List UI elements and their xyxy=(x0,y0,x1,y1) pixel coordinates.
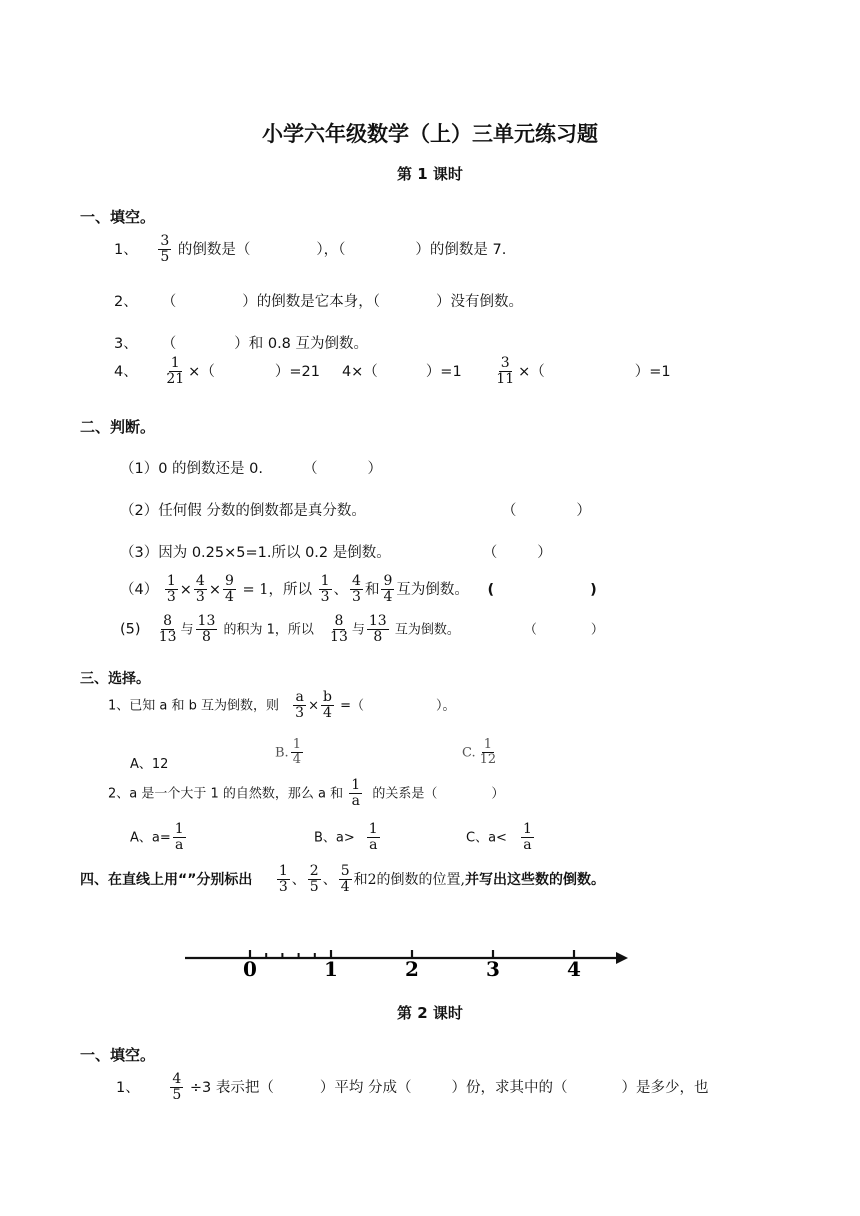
choice-q1-option-c: C. $\frac{1}{12}$ xyxy=(462,737,497,768)
fill-q4: 4、 $\frac{1}{21}$ ×（ ）=21 4×（ ）=1 $\frac{3}{11}$ ×（ ）=1 xyxy=(114,355,671,388)
lesson-1-heading: 第 1 课时 xyxy=(397,165,463,183)
lesson-2-heading: 第 2 课时 xyxy=(397,1004,463,1022)
judge-3: （3）因为 0.25×5=1.所以 0.2 是倒数。 （ ） xyxy=(120,545,552,561)
tick-label: 2 xyxy=(405,957,419,981)
fill-q2: 2、 （ ）的倒数是它本身，（ ）没有倒数。 xyxy=(114,294,523,310)
tick-label: 0 xyxy=(243,957,257,981)
section-2-heading: 二、判断。 xyxy=(80,418,156,436)
section-4-heading: 四、在直线上用“”分别标出 $\frac{1}{3}$ 、 $\frac{2}{5}$ 、 $\frac{5}{4}$ 和2的倒数的位置,并写出这些数的倒数。 xyxy=(80,863,605,896)
lesson-2-fill-q1: 1、 $\frac{4}{5}$ ÷3 表示把（ ）平均 分成（ ）份，求其中的（ ）是多少，也 xyxy=(116,1071,709,1104)
choice-q1-option-b: B. $\frac{1}{4}$ xyxy=(275,737,301,768)
fill-q1: 1、 $\frac{3}{5}$ 的倒数是（ ），（ ）的倒数是 7. xyxy=(114,233,507,266)
judge-4: （4） $\frac{1}{3}$ × $\frac{4}{3}$ × $\frac{9}{4}$ = 1，所以 $\frac{1}{3}$ 、 $\frac{4}{3}$ 和 $\frac{9}{4}$ 互为倒数。 ( ) xyxy=(120,573,597,606)
choice-q2-option-b: B、a> $\frac{1}{a}$ xyxy=(314,821,378,854)
tick-label: 1 xyxy=(324,957,338,981)
choice-q2-option-c: C、a< $\frac{1}{a}$ xyxy=(466,821,532,854)
choice-q2: 2、a 是一个大于 1 的自然数，那么 a 和 $\frac{1}{a}$ 的关系是（ ） xyxy=(108,777,505,810)
tick-label: 4 xyxy=(567,957,581,981)
judge-1: （1）0 的倒数还是 0. （ ） xyxy=(120,461,383,477)
tick-label: 3 xyxy=(486,957,500,981)
judge-5: (5) $\frac{8}{13}$ 与 $\frac{13}{8}$ 的积为 1，所以 $\frac{8}{13}$ 与 $\frac{13}{8}$ 互为倒数。 （ ） xyxy=(120,613,604,646)
section-1-heading: 一、填空。 xyxy=(80,208,156,226)
fraction: $\frac{3}{5}$ xyxy=(160,233,170,266)
lesson-2-section-1-heading: 一、填空。 xyxy=(80,1046,156,1064)
choice-q2-option-a: A、a= $\frac{1}{a}$ xyxy=(130,821,184,854)
choice-q1: 1、已知 a 和 b 互为倒数，则 $\frac{a}{3}$ × $\frac{b}{4}$ =（ ）。 xyxy=(108,689,456,722)
fill-q3: 3、 （ ）和 0.8 互为倒数。 xyxy=(114,336,369,352)
number-line xyxy=(180,938,640,982)
judge-2: （2）任何假 分数的倒数都是真分数。 （ ） xyxy=(120,503,591,519)
page-title: 小学六年级数学（上）三单元练习题 xyxy=(262,121,598,146)
arrow-head-icon xyxy=(616,952,628,964)
choice-q1-option-a: A、12 xyxy=(130,757,169,772)
section-3-heading: 三、选择。 xyxy=(80,671,150,687)
